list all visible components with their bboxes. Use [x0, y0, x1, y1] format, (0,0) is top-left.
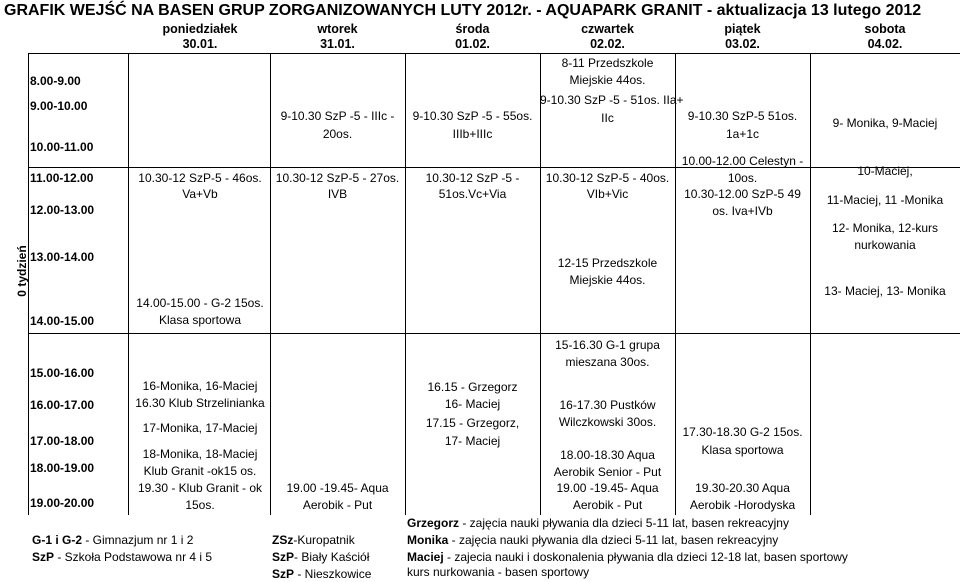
day-header: sobota 04.02.: [864, 22, 906, 51]
day-header: czwartek 02.02.: [581, 22, 634, 51]
legend-monika: Monika - zajęcia nauki pływania dla dzieci 5-11 lat, basen rekreacyjny: [407, 533, 779, 547]
schedule-entry: 10.30-12 SzP-5 - 40os.: [545, 171, 670, 185]
schedule-entry: 20os.: [322, 127, 353, 141]
schedule-entry: mieszana 30os.: [565, 355, 650, 369]
time-slot: 12.00-13.00: [30, 203, 95, 217]
day-header: poniedziałek 30.01.: [162, 22, 238, 51]
schedule-entry: 15-16.30 G-1 grupa: [555, 338, 660, 352]
grid-line: [28, 53, 960, 54]
time-slot: 18.00-19.00: [30, 461, 95, 475]
schedule-entry: os. Iva+IVb: [712, 204, 773, 218]
schedule-entry: 51os.Vc+Via: [438, 187, 507, 201]
time-slot: 11.00-12.00: [30, 171, 94, 185]
schedule-entry: 15os.: [185, 498, 215, 512]
schedule-entry: 16-Monika, 16-Maciej: [142, 379, 258, 393]
schedule-entry: 19.30-20.30 Aqua: [695, 481, 790, 495]
legend-gimnazjum: G-1 i G-2 - Gimnazjum nr 1 i 2: [32, 533, 194, 547]
schedule-entry: 19.00 -19.45- Aqua: [286, 481, 389, 495]
schedule-entry: 1a+1c: [725, 127, 760, 141]
page-title: GRAFIK WEJŚĆ NA BASEN GRUP ZORGANIZOWANYCH LUTY 2012r. - AQUAPARK GRANIT - aktualizacja 13 lutego 2012: [4, 2, 922, 19]
schedule-entry: 10.30-12.00 SzP-5 49: [684, 187, 801, 201]
schedule-entry: 12-15 Przedszkole: [557, 256, 658, 270]
schedule-entry: 9-10.30 SzP-5 51os.: [687, 109, 798, 123]
schedule-entry: 10.30-12 SzP-5 - 27os.: [275, 171, 400, 185]
schedule-entry: 11-Maciej, 11 -Monika: [826, 193, 944, 207]
time-slot: 14.00-15.00: [30, 314, 95, 328]
day-header: wtorek 31.01.: [317, 22, 358, 51]
schedule-entry: Aerobik -Horodyska: [689, 498, 796, 512]
schedule-entry: 16-17.30 Pustków: [559, 398, 656, 412]
schedule-entry: 10.30-12 SzP-5 - 46os.: [138, 171, 262, 185]
day-header: piątek 03.02.: [724, 22, 761, 51]
schedule-entry: 16.15 - Grzegorz: [427, 380, 518, 394]
schedule-entry: 17- Maciej: [444, 434, 501, 448]
schedule-entry: 8-11 Przedszkole: [561, 56, 654, 70]
schedule-entry: 10-Maciej,: [857, 164, 913, 178]
schedule-entry: Wilczkowski 30os.: [558, 415, 657, 429]
schedule-entry: IIIb+IIIc: [452, 127, 493, 141]
schedule-entry: 10.30-12 SzP -5 -: [425, 171, 520, 185]
legend-szkola-podstawowa: SzP - Szkoła Podstawowa nr 4 i 5: [32, 550, 213, 564]
schedule-entry: Klasa sportowa: [701, 443, 784, 457]
schedule-entry: 19.00 -19.45- Aqua: [556, 481, 659, 495]
time-slot: 16.00-17.00: [30, 398, 95, 412]
time-slot: 19.00-20.00: [30, 496, 95, 510]
legend-bialy-kosciol: SzP- Biały Kaściół: [272, 550, 370, 564]
time-slot: 9.00-10.00: [30, 99, 88, 113]
legend-kurs-nurkowania: kurs nurkowania - basen sportowy: [407, 565, 590, 579]
schedule-entry: 9-10.30 SzP -5 - 51os. IIa+: [540, 93, 684, 107]
week-label: 0 tydzień: [15, 245, 29, 297]
schedule-entry: 18-Monika, 18-Maciej: [142, 447, 258, 461]
time-slot: 17.00-18.00: [30, 434, 95, 448]
grid-line: [128, 53, 129, 515]
schedule-entry: 16.30 Klub Strzelinianka: [135, 396, 265, 410]
day-header: środa 01.02.: [455, 22, 490, 51]
schedule-entry: nurkowania: [854, 238, 916, 252]
legend-zsz: ZSz-Kuropatnik: [272, 533, 355, 547]
schedule-entry: 14.00-15.00 - G-2 15os.: [136, 296, 264, 310]
legend-nieszkowice: SzP - Nieszkowice: [272, 567, 372, 581]
schedule-entry: 16- Maciej: [444, 397, 501, 411]
schedule-entry: Aerobik - Put: [302, 498, 373, 512]
schedule-entry: Miejskie 44os.: [569, 273, 646, 287]
schedule-entry: 18.00-18.30 Aqua: [560, 448, 655, 462]
schedule-entry: 9-10.30 SzP -5 - 55os.: [412, 109, 533, 123]
schedule-entry: IIc: [601, 111, 614, 125]
schedule-entry: Klub Granit -ok15 os.: [143, 464, 257, 478]
schedule-entry: 9- Monika, 9-Maciej: [832, 116, 938, 130]
schedule-entry: 17.30-18.30 G-2 15os.: [682, 425, 803, 439]
schedule-entry: VIb+Vic: [586, 187, 629, 201]
schedule-entry: Aerobik Senior - Put: [553, 465, 662, 479]
time-slot: 8.00-9.00: [30, 74, 81, 88]
schedule-entry: Miejskie 44os.: [569, 73, 646, 87]
time-slot: 15.00-16.00: [30, 366, 95, 380]
legend-grzegorz: Grzegorz - zajęcia nauki pływania dla dzieci 5-11 lat, basen rekreacyjny: [407, 516, 789, 530]
schedule-entry: 17-Monika, 17-Maciej: [142, 421, 258, 435]
schedule-entry: Aerobik - Put: [572, 498, 643, 512]
schedule-entry: 19.30 - Klub Granit - ok: [137, 481, 263, 495]
schedule-entry: IVB: [327, 187, 348, 201]
time-slot: 13.00-14.00: [30, 250, 95, 264]
time-slot: 10.00-11.00: [30, 140, 94, 154]
schedule-entry: 10.00-12.00 Celestyn -: [681, 154, 804, 168]
schedule-entry: 12- Monika, 12-kurs: [831, 221, 939, 235]
schedule-entry: Va+Vb: [182, 187, 218, 201]
schedule-entry: Klasa sportowa: [158, 313, 242, 327]
schedule-entry: 17.15 - Grzegorz,: [425, 416, 520, 430]
grid-line: [28, 333, 960, 334]
schedule-entry: 9-10.30 SzP -5 - IIIc -: [280, 109, 395, 123]
legend-maciej: Maciej - zajecia nauki i doskonalenia pływania dla dzieci 12-18 lat, basen sportowy: [407, 550, 848, 564]
schedule-entry: 10os.: [727, 171, 758, 185]
schedule-entry: 13- Maciej, 13- Monika: [824, 284, 946, 298]
